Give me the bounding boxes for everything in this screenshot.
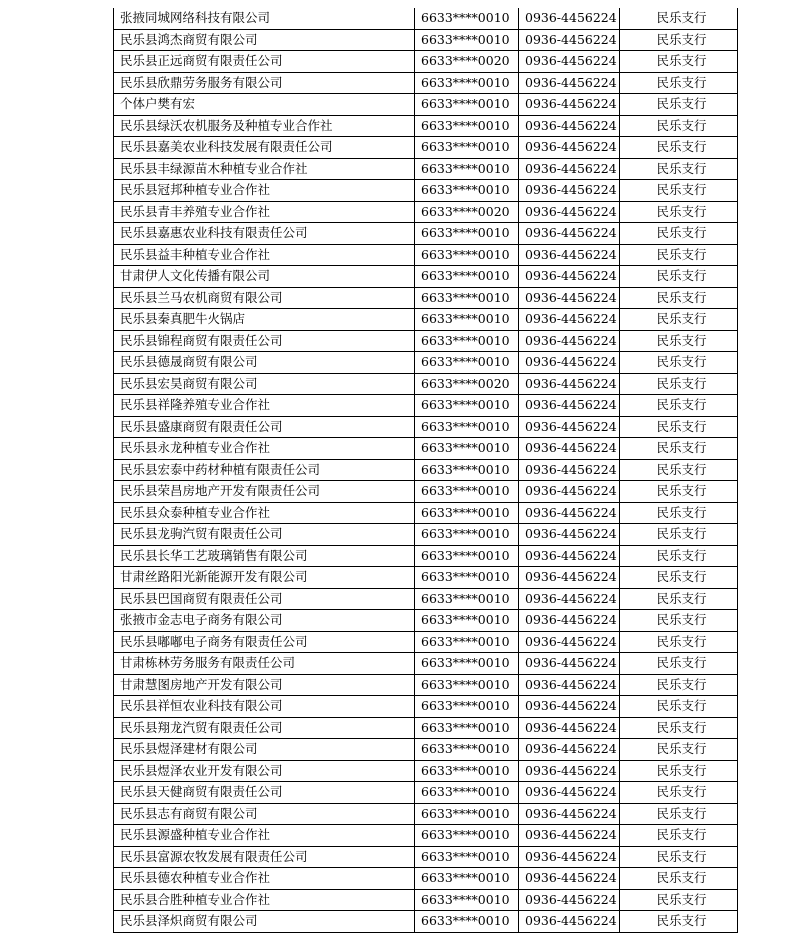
branch-cell: 民乐支行 [620,631,738,653]
phone-number-cell: 0936-4456224 [519,911,620,933]
phone-number-cell: 0936-4456224 [519,803,620,825]
company-name-cell: 民乐县宏泰中药材种植有限责任公司 [114,459,415,481]
branch-cell: 民乐支行 [620,309,738,331]
branch-cell: 民乐支行 [620,223,738,245]
table-row [114,760,738,782]
account-number-cell: 6633****0010 [415,438,519,460]
company-name-cell: 民乐县盛康商贸有限责任公司 [114,416,415,438]
table-row [114,717,738,739]
branch-cell: 民乐支行 [620,567,738,589]
company-name-cell: 民乐县祥隆养殖专业合作社 [114,395,415,417]
company-name-cell: 民乐县合胜种植专业合作社 [114,889,415,911]
company-name-cell: 民乐县富源农牧发展有限责任公司 [114,846,415,868]
phone-number-cell: 0936-4456224 [519,330,620,352]
company-name-cell: 民乐县翔龙汽贸有限责任公司 [114,717,415,739]
account-number-cell: 6633****0010 [415,610,519,632]
account-number-cell: 6633****0010 [415,180,519,202]
account-number-cell: 6633****0010 [415,782,519,804]
company-name-cell: 民乐县丰绿源苗木种植专业合作社 [114,158,415,180]
company-name-cell: 民乐县长华工艺玻璃销售有限公司 [114,545,415,567]
table-row [114,696,738,718]
company-name-cell: 民乐县益丰种植专业合作社 [114,244,415,266]
account-number-cell: 6633****0010 [415,545,519,567]
account-number-cell: 6633****0010 [415,395,519,417]
branch-cell: 民乐支行 [620,545,738,567]
account-number-cell: 6633****0010 [415,825,519,847]
account-number-cell: 6633****0010 [415,502,519,524]
table-row [114,395,738,417]
company-name-cell: 民乐县嘉美农业科技发展有限责任公司 [114,137,415,159]
phone-number-cell: 0936-4456224 [519,674,620,696]
account-number-cell: 6633****0010 [415,266,519,288]
account-number-cell: 6633****0010 [415,352,519,374]
account-number-cell: 6633****0010 [415,911,519,933]
company-name-cell: 民乐县宏昊商贸有限公司 [114,373,415,395]
phone-number-cell: 0936-4456224 [519,631,620,653]
branch-cell: 民乐支行 [620,696,738,718]
company-name-cell: 民乐县秦真肥牛火锅店 [114,309,415,331]
account-number-cell: 6633****0020 [415,51,519,73]
phone-number-cell: 0936-4456224 [519,8,620,29]
branch-cell: 民乐支行 [620,782,738,804]
table-row [114,588,738,610]
branch-cell: 民乐支行 [620,287,738,309]
branch-cell: 民乐支行 [620,674,738,696]
table-row [114,889,738,911]
phone-number-cell: 0936-4456224 [519,266,620,288]
branch-cell: 民乐支行 [620,481,738,503]
phone-number-cell: 0936-4456224 [519,373,620,395]
account-number-cell: 6633****0010 [415,94,519,116]
table-row [114,782,738,804]
account-number-cell: 6633****0010 [415,588,519,610]
company-name-cell: 民乐县巴国商贸有限责任公司 [114,588,415,610]
branch-cell: 民乐支行 [620,8,738,29]
branch-cell: 民乐支行 [620,610,738,632]
branch-cell: 民乐支行 [620,739,738,761]
table-row [114,137,738,159]
phone-number-cell: 0936-4456224 [519,459,620,481]
table-row [114,524,738,546]
company-name-cell: 甘肃栋林劳务服务有限责任公司 [114,653,415,675]
phone-number-cell: 0936-4456224 [519,137,620,159]
table-row [114,29,738,51]
table-row [114,244,738,266]
records-table [113,8,738,933]
account-number-cell: 6633****0010 [415,481,519,503]
phone-number-cell: 0936-4456224 [519,889,620,911]
table-row [114,631,738,653]
branch-cell: 民乐支行 [620,137,738,159]
phone-number-cell: 0936-4456224 [519,481,620,503]
branch-cell: 民乐支行 [620,266,738,288]
account-number-cell: 6633****0010 [415,717,519,739]
account-number-cell: 6633****0020 [415,201,519,223]
branch-cell: 民乐支行 [620,244,738,266]
table-row [114,309,738,331]
phone-number-cell: 0936-4456224 [519,868,620,890]
table-row [114,653,738,675]
account-number-cell: 6633****0010 [415,459,519,481]
table-row [114,610,738,632]
account-number-cell: 6633****0010 [415,524,519,546]
phone-number-cell: 0936-4456224 [519,416,620,438]
account-number-cell: 6633****0010 [415,309,519,331]
phone-number-cell: 0936-4456224 [519,567,620,589]
table-row [114,201,738,223]
branch-cell: 民乐支行 [620,201,738,223]
phone-number-cell: 0936-4456224 [519,653,620,675]
branch-cell: 民乐支行 [620,180,738,202]
company-name-cell: 民乐县泽炽商贸有限公司 [114,911,415,933]
account-number-cell: 6633****0010 [415,8,519,29]
phone-number-cell: 0936-4456224 [519,502,620,524]
branch-cell: 民乐支行 [620,459,738,481]
phone-number-cell: 0936-4456224 [519,309,620,331]
account-number-cell: 6633****0010 [415,674,519,696]
branch-cell: 民乐支行 [620,889,738,911]
company-name-cell: 民乐县志有商贸有限公司 [114,803,415,825]
branch-cell: 民乐支行 [620,373,738,395]
branch-cell: 民乐支行 [620,502,738,524]
table-row [114,502,738,524]
company-name-cell: 民乐县天健商贸有限责任公司 [114,782,415,804]
phone-number-cell: 0936-4456224 [519,180,620,202]
phone-number-cell: 0936-4456224 [519,717,620,739]
company-name-cell: 民乐县嘉惠农业科技有限责任公司 [114,223,415,245]
table-row [114,266,738,288]
company-name-cell: 甘肃丝路阳光新能源开发有限公司 [114,567,415,589]
table-row [114,438,738,460]
phone-number-cell: 0936-4456224 [519,696,620,718]
branch-cell: 民乐支行 [620,438,738,460]
table-row [114,330,738,352]
phone-number-cell: 0936-4456224 [519,29,620,51]
table-row [114,459,738,481]
company-name-cell: 张掖市金志电子商务有限公司 [114,610,415,632]
company-name-cell: 民乐县煜泽建材有限公司 [114,739,415,761]
company-name-cell: 民乐县冠邦种植专业合作社 [114,180,415,202]
account-number-cell: 6633****0010 [415,330,519,352]
branch-cell: 民乐支行 [620,653,738,675]
branch-cell: 民乐支行 [620,524,738,546]
company-name-cell: 张掖同城网络科技有限公司 [114,8,415,29]
table-row [114,8,738,29]
table-row [114,674,738,696]
branch-cell: 民乐支行 [620,803,738,825]
account-number-cell: 6633****0010 [415,244,519,266]
table-row [114,846,738,868]
branch-cell: 民乐支行 [620,717,738,739]
company-name-cell: 甘肃伊人文化传播有限公司 [114,266,415,288]
account-number-cell: 6633****0020 [415,373,519,395]
company-name-cell: 民乐县嘟嘟电子商务有限责任公司 [114,631,415,653]
table-row [114,287,738,309]
table-row [114,803,738,825]
phone-number-cell: 0936-4456224 [519,72,620,94]
branch-cell: 民乐支行 [620,330,738,352]
account-number-cell: 6633****0010 [415,631,519,653]
account-number-cell: 6633****0010 [415,803,519,825]
branch-cell: 民乐支行 [620,760,738,782]
branch-cell: 民乐支行 [620,395,738,417]
table-row [114,911,738,933]
branch-cell: 民乐支行 [620,94,738,116]
company-name-cell: 民乐县源盛种植专业合作社 [114,825,415,847]
phone-number-cell: 0936-4456224 [519,610,620,632]
records-body [114,8,738,932]
account-number-cell: 6633****0010 [415,72,519,94]
phone-number-cell: 0936-4456224 [519,287,620,309]
company-name-cell: 民乐县永龙种植专业合作社 [114,438,415,460]
company-name-cell: 民乐县龙驹汽贸有限责任公司 [114,524,415,546]
account-number-cell: 6633****0010 [415,158,519,180]
branch-cell: 民乐支行 [620,868,738,890]
branch-cell: 民乐支行 [620,29,738,51]
phone-number-cell: 0936-4456224 [519,223,620,245]
phone-number-cell: 0936-4456224 [519,545,620,567]
table-row [114,416,738,438]
account-number-cell: 6633****0010 [415,868,519,890]
phone-number-cell: 0936-4456224 [519,244,620,266]
account-number-cell: 6633****0010 [415,739,519,761]
company-name-cell: 民乐县欣鼎劳务服务有限公司 [114,72,415,94]
branch-cell: 民乐支行 [620,416,738,438]
phone-number-cell: 0936-4456224 [519,352,620,374]
table-row [114,739,738,761]
account-number-cell: 6633****0010 [415,846,519,868]
phone-number-cell: 0936-4456224 [519,760,620,782]
account-number-cell: 6633****0010 [415,287,519,309]
phone-number-cell: 0936-4456224 [519,51,620,73]
phone-number-cell: 0936-4456224 [519,438,620,460]
branch-cell: 民乐支行 [620,825,738,847]
branch-cell: 民乐支行 [620,158,738,180]
table-row [114,373,738,395]
company-name-cell: 个体户樊有宏 [114,94,415,116]
phone-number-cell: 0936-4456224 [519,782,620,804]
account-number-cell: 6633****0010 [415,653,519,675]
company-name-cell: 民乐县德农种植专业合作社 [114,868,415,890]
branch-cell: 民乐支行 [620,588,738,610]
company-name-cell: 民乐县兰马农机商贸有限公司 [114,287,415,309]
company-name-cell: 民乐县鸿杰商贸有限公司 [114,29,415,51]
company-name-cell: 民乐县众泰种植专业合作社 [114,502,415,524]
phone-number-cell: 0936-4456224 [519,201,620,223]
table-row [114,51,738,73]
company-name-cell: 民乐县青丰养殖专业合作社 [114,201,415,223]
account-number-cell: 6633****0010 [415,223,519,245]
account-number-cell: 6633****0010 [415,696,519,718]
branch-cell: 民乐支行 [620,352,738,374]
table-row [114,72,738,94]
table-row [114,223,738,245]
phone-number-cell: 0936-4456224 [519,825,620,847]
table-row [114,158,738,180]
company-name-cell: 民乐县锦程商贸有限责任公司 [114,330,415,352]
table-row [114,180,738,202]
table-row [114,94,738,116]
phone-number-cell: 0936-4456224 [519,846,620,868]
company-name-cell: 民乐县祥恒农业科技有限公司 [114,696,415,718]
account-number-cell: 6633****0010 [415,567,519,589]
branch-cell: 民乐支行 [620,846,738,868]
phone-number-cell: 0936-4456224 [519,94,620,116]
table-row [114,115,738,137]
table-row [114,825,738,847]
phone-number-cell: 0936-4456224 [519,524,620,546]
company-name-cell: 民乐县煜泽农业开发有限公司 [114,760,415,782]
table-row [114,481,738,503]
company-name-cell: 民乐县正远商贸有限责任公司 [114,51,415,73]
table-row [114,545,738,567]
branch-cell: 民乐支行 [620,51,738,73]
table-row [114,567,738,589]
branch-cell: 民乐支行 [620,911,738,933]
phone-number-cell: 0936-4456224 [519,115,620,137]
phone-number-cell: 0936-4456224 [519,588,620,610]
branch-cell: 民乐支行 [620,72,738,94]
account-number-cell: 6633****0010 [415,137,519,159]
branch-cell: 民乐支行 [620,115,738,137]
company-name-cell: 民乐县荣昌房地产开发有限责任公司 [114,481,415,503]
account-number-cell: 6633****0010 [415,115,519,137]
account-number-cell: 6633****0010 [415,760,519,782]
table-row [114,352,738,374]
company-name-cell: 甘肃慧图房地产开发有限公司 [114,674,415,696]
phone-number-cell: 0936-4456224 [519,395,620,417]
phone-number-cell: 0936-4456224 [519,739,620,761]
company-name-cell: 民乐县德晟商贸有限公司 [114,352,415,374]
account-number-cell: 6633****0010 [415,889,519,911]
account-number-cell: 6633****0010 [415,29,519,51]
company-name-cell: 民乐县绿沃农机服务及种植专业合作社 [114,115,415,137]
phone-number-cell: 0936-4456224 [519,158,620,180]
table-row [114,868,738,890]
account-number-cell: 6633****0010 [415,416,519,438]
